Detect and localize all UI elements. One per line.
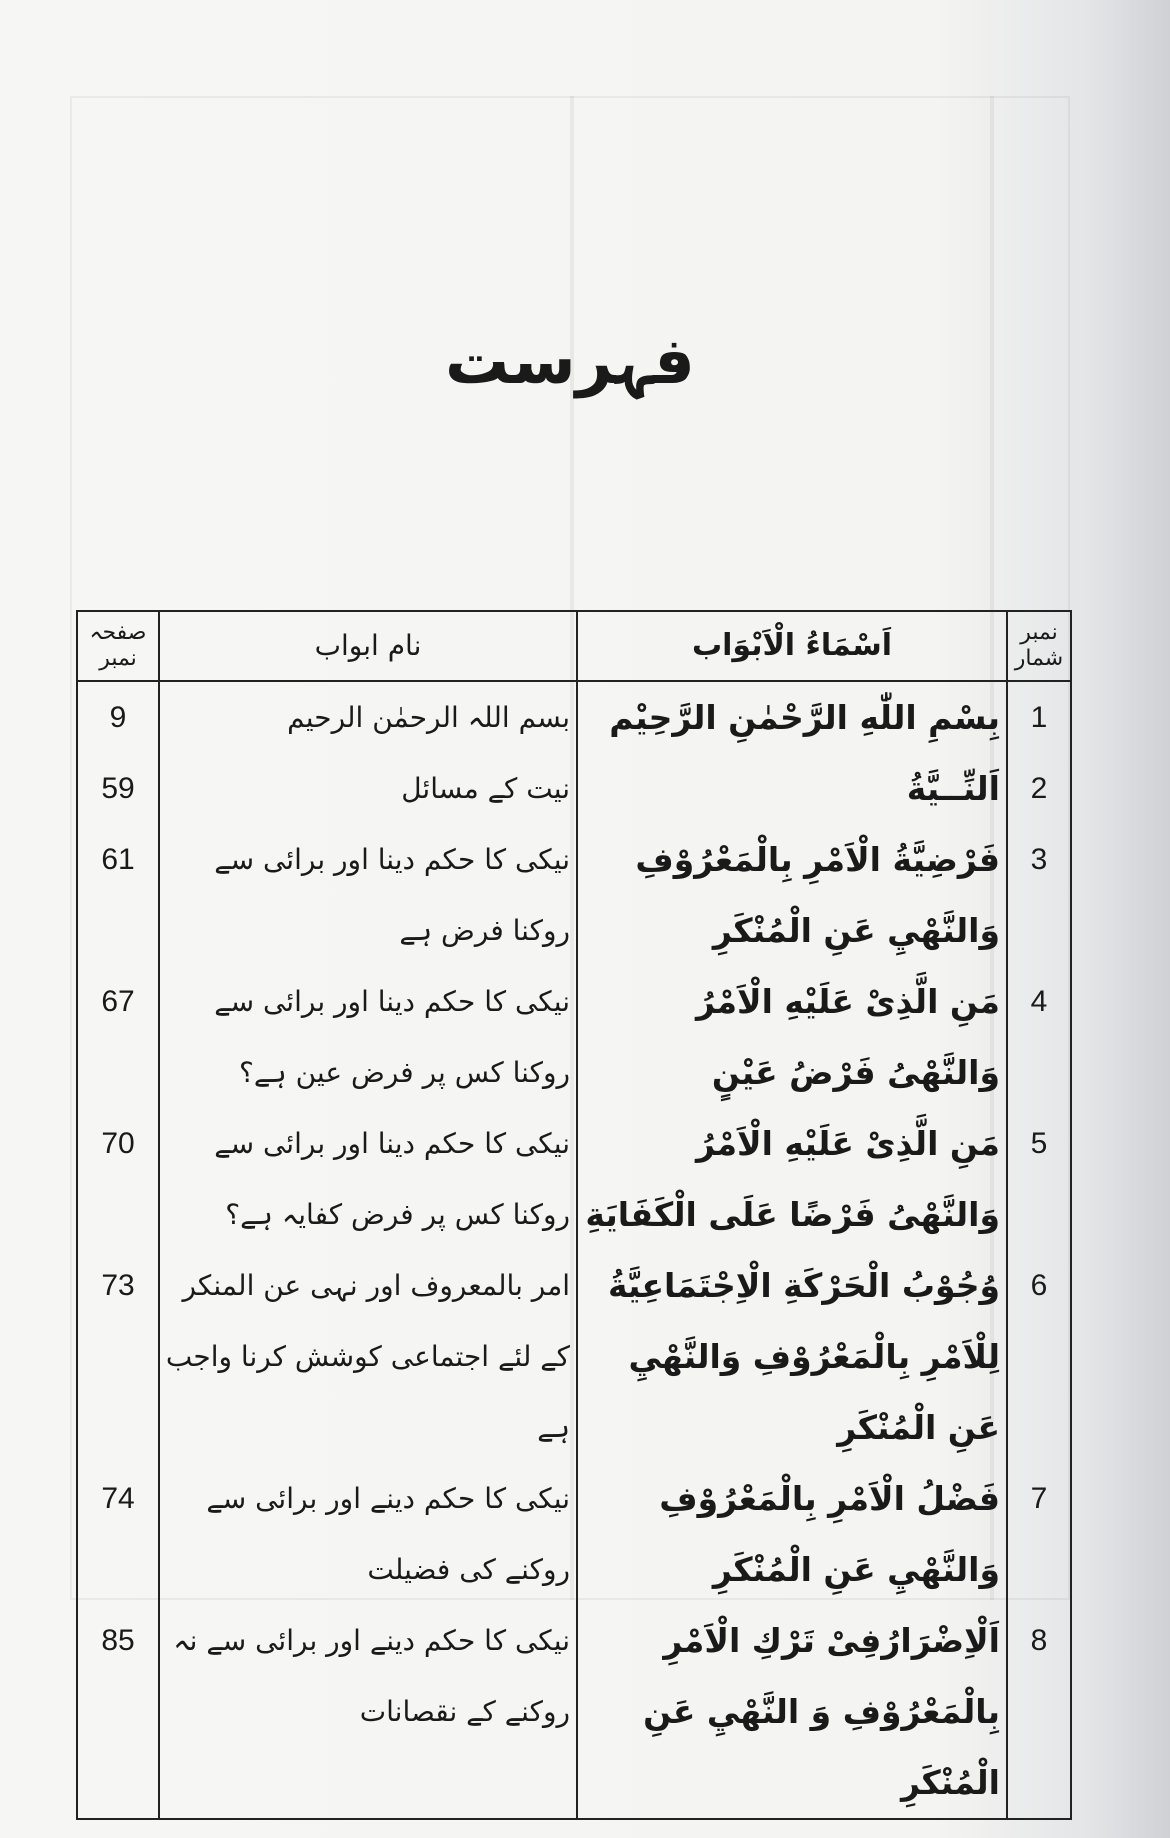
chapter-title-urdu: نیکی کا حکم دینا اور برائی سے روکنا فرض ہے [158,824,576,966]
chapter-title-arabic: مَنِ الَّذِىْ عَلَيْهِ الْاَمْرُ وَالنَّهْىُ فَرْضًا عَلَى الْكَفَايَةِ [576,1108,1006,1250]
chapter-title-urdu: بسم اللہ الرحمٰن الرحیم [158,682,576,753]
table-row [78,966,1070,1108]
row-serial-number: 3 [1006,824,1070,966]
chapter-title-arabic: بِسْمِ اللّٰهِ الرَّحْمٰنِ الرَّحِيْم [576,682,1006,753]
contents-table [76,610,1072,1820]
row-serial-number: 1 [1006,682,1070,753]
row-serial-number: 7 [1006,1463,1070,1605]
table-row [78,1605,1070,1818]
table-body [78,682,1070,1818]
chapter-title-urdu: نیکی کا حکم دینا اور برائی سے روکنا کس پر فرض کفایہ ہے؟ [158,1108,576,1250]
table-row [78,1250,1070,1463]
table-header [78,612,1070,682]
header-serial: نمبر شمار [1006,612,1070,680]
row-serial-number: 5 [1006,1108,1070,1250]
header-urdu-titles: نام ابواب [158,612,576,680]
table-row [78,1463,1070,1605]
chapter-title-arabic: فَرْضِيَّةُ الْاَمْرِ بِالْمَعْرُوْفِ وَالنَّهْيِ عَنِ الْمُنْكَرِ [576,824,1006,966]
chapter-title-urdu: نیت کے مسائل [158,753,576,824]
page-title: فہرست [445,325,695,399]
chapter-title-urdu: امر بالمعروف اور نہی عن المنکر کے لئے اجتماعی کوشش کرنا واجب ہے [158,1250,576,1463]
page-number: 70 [101,1127,135,1160]
row-serial-number: 4 [1006,966,1070,1108]
page-number: 74 [101,1482,135,1515]
chapter-title-arabic: مَنِ الَّذِىْ عَلَيْهِ الْاَمْرُ وَالنَّهْىُ فَرْضُ عَيْنٍ [576,966,1006,1108]
table-row [78,824,1070,966]
header-arabic-titles: اَسْمَاءُ الْاَبْوَاب [576,612,1006,680]
row-serial-number: 6 [1006,1250,1070,1463]
table-row [78,753,1070,824]
page-number: 59 [101,772,135,805]
table-row [78,682,1070,753]
page-number: 67 [101,985,135,1018]
header-page-number: صفحہ نمبر [89,620,147,671]
page-number: 61 [101,843,135,876]
row-serial-number: 2 [1006,753,1070,824]
chapter-title-arabic: اَلْاِضْرَارُفِىْ تَرْكِ الْاَمْرِ بِالْمَعْرُوْفِ وَ النَّهْيِ عَنِ الْمُنْكَرِ [576,1605,1006,1818]
chapter-title-urdu: نیکی کا حکم دینا اور برائی سے روکنا کس پر فرض عین ہے؟ [158,966,576,1108]
chapter-title-arabic: اَلنِّــيَّةُ [576,753,1006,824]
chapter-title-urdu: نیکی کا حکم دینے اور برائی سے روکنے کی فضیلت [158,1463,576,1605]
chapter-title-urdu: نیکی کا حکم دینے اور برائی سے نہ روکنے کے نقصانات [158,1605,576,1818]
page-number: 73 [101,1269,135,1302]
row-serial-number: 8 [1006,1605,1070,1818]
chapter-title-arabic: وُجُوْبُ الْحَرْكَةِ الْاِجْتَمَاعِيَّةُ لِلْاَمْرِ بِالْمَعْرُوْفِ وَالنَّهْيِ عَنِ الْمُنْكَرِ [576,1250,1006,1463]
page-number: 9 [109,701,127,734]
table-row [78,1108,1070,1250]
page-number: 85 [101,1624,135,1657]
chapter-title-arabic: فَضْلُ الْاَمْرِ بِالْمَعْرُوْفِ وَالنَّهْيِ عَنِ الْمُنْكَرِ [576,1463,1006,1605]
